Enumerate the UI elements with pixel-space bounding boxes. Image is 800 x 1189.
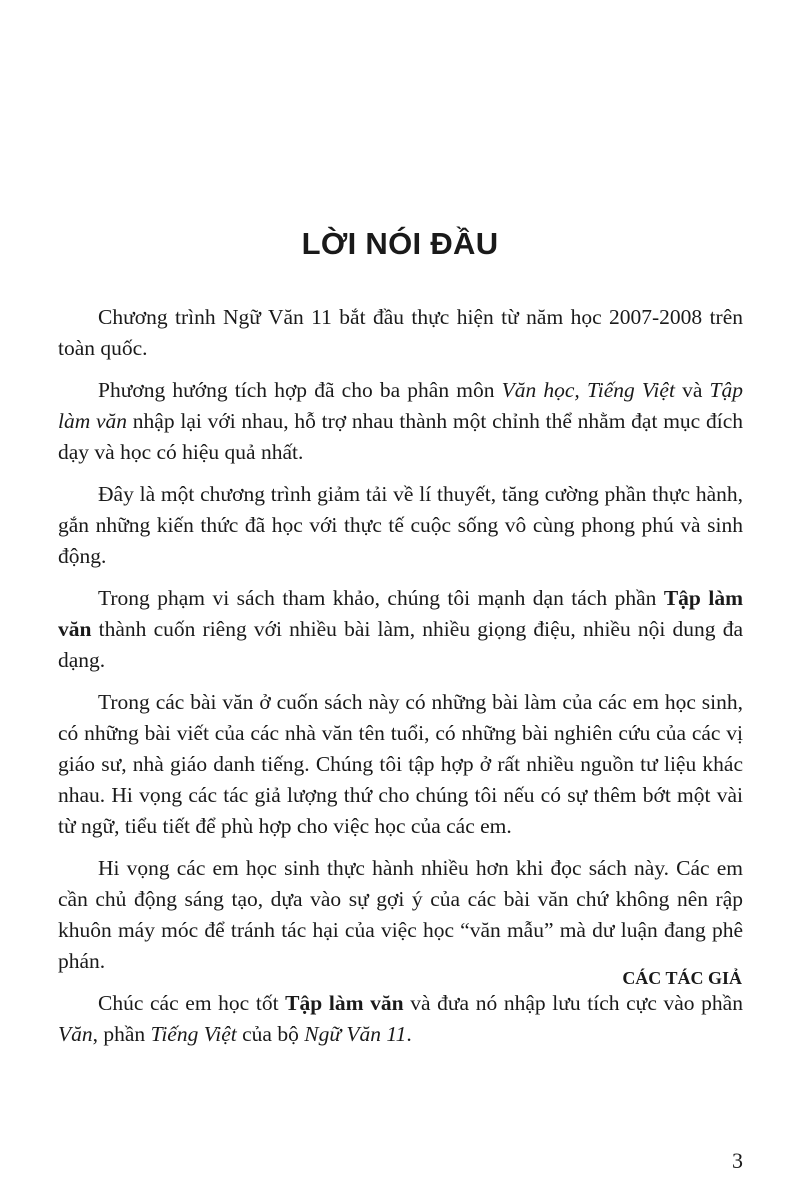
paragraph-7-bold-tlv: Tập làm văn <box>285 991 404 1015</box>
paragraph-7-text-e: , phần <box>92 1022 151 1046</box>
body-text <box>58 302 743 1061</box>
paragraph-7-text-a: Chúc các em học tốt <box>98 991 286 1015</box>
paragraph-7-text-g: của bộ <box>236 1022 305 1046</box>
paragraph-7-text-i: . <box>406 1022 412 1046</box>
paragraph-1: Chương trình Ngữ Văn 11 bắt đầu thực hiện từ năm học 2007-2008 trên toàn quốc. <box>58 305 743 360</box>
paragraph-4-bold-tlv: Tập làm văn <box>58 586 743 641</box>
paragraph-2-text-c: và <box>674 378 710 402</box>
paragraph-5: Trong các bài văn ở cuốn sách này có những bài làm của các em học sinh, có những bài viết của các nhà văn tên tuổi, có những bài nghiên cứu của các vị giáo sư, nhà giáo danh tiếng. Chúng tôi tập hợp ở rất nhiều nguồn tư liệu khác nhau. Hi vọng các tác giả lượng thứ cho chúng tôi nếu có sự thêm bớt một vài từ ngữ, tiểu tiết để phù hợp cho việc học của các em. <box>58 690 743 838</box>
paragraph-7-text-c: và đưa nó nhập lưu tích cực vào phần <box>403 991 743 1015</box>
paragraph-4 <box>58 583 743 676</box>
paragraph-7-italic-van: Văn <box>58 1022 93 1046</box>
paragraph-2-text-a: Phương hướng tích hợp đã cho ba phân môn <box>98 378 502 402</box>
paragraph-7-italic-book: Ngữ Văn 11 <box>304 1022 407 1046</box>
paragraph-2-text-e: nhập lại với nhau, hỗ trợ nhau thành một chỉnh thể nhằm đạt mục đích dạy và học có hiệu quả nhất. <box>58 409 743 464</box>
paragraph-6: Hi vọng các em học sinh thực hành nhiều hơn khi đọc sách này. Các em cần chủ động sáng tạo, dựa vào sự gợi ý của các bài văn chứ không nên rập khuôn máy móc để tránh tác hại của việc học “văn mẫu” mà dư luận đang phê phán. <box>58 856 743 973</box>
paragraph-2-italic-tlv: Tập làm văn <box>58 378 743 433</box>
paragraph-7 <box>58 988 743 1050</box>
paragraph-4-text-c: thành cuốn riêng với nhiều bài làm, nhiều giọng điệu, nhiều nội dung đa dạng. <box>58 617 743 672</box>
paragraph-2 <box>58 375 743 468</box>
signature: CÁC TÁC GIẢ <box>622 968 742 988</box>
paragraph-3: Đây là một chương trình giảm tải về lí thuyết, tăng cường phần thực hành, gắn những kiến thức đã học với thực tế cuộc sống vô cùng phong phú và sinh động. <box>58 482 743 568</box>
paragraph-2-italic-subjects: Văn học, Tiếng Việt <box>501 378 675 402</box>
paragraph-7-italic-tv: Tiếng Việt <box>150 1022 237 1046</box>
page-title: LỜI NÓI ĐẦU <box>301 226 499 261</box>
page-number: 3 <box>732 1148 743 1173</box>
paragraph-4-text-a: Trong phạm vi sách tham khảo, chúng tôi mạnh dạn tách phần <box>98 586 664 610</box>
